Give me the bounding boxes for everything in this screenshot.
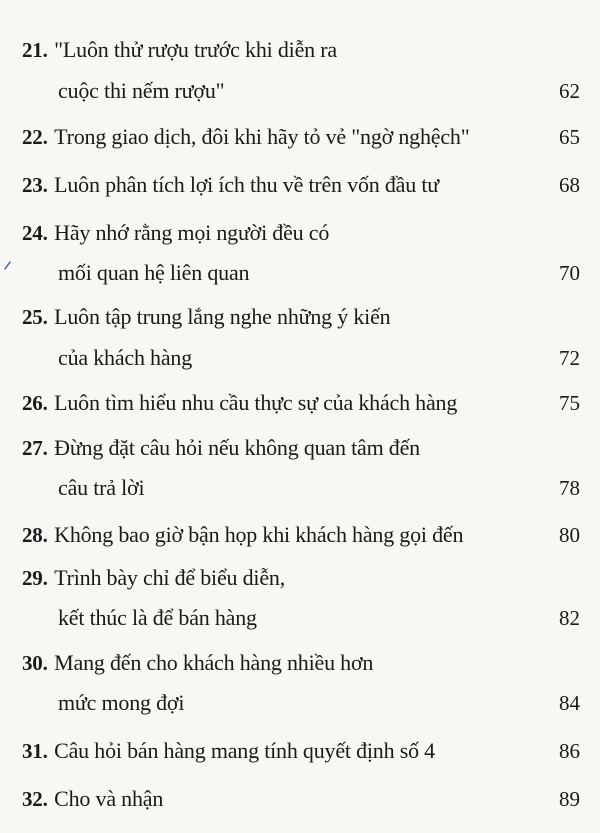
entry-page-number: 70 bbox=[559, 261, 580, 285]
entry-page-number: 75 bbox=[559, 391, 580, 415]
entry-number: 30. bbox=[22, 651, 48, 675]
entry-page-number: 65 bbox=[559, 125, 580, 149]
entry-title-line: Hãy nhớ rằng mọi người đều có bbox=[54, 220, 330, 245]
entry-number: 22. bbox=[22, 125, 48, 149]
entry-title-line: "Luôn thử rượu trước khi diễn ra bbox=[54, 37, 337, 62]
entry-title-line: Trình bày chỉ để biểu diễn, bbox=[54, 565, 286, 590]
entry-title-line: mức mong đợi bbox=[58, 690, 185, 715]
entry-page-number: 62 bbox=[559, 79, 580, 103]
entry-title-line: cuộc thi nếm rượu" bbox=[58, 78, 225, 103]
entry-number: 27. bbox=[22, 436, 48, 460]
entry-number: 32. bbox=[22, 787, 48, 811]
entry-number: 21. bbox=[22, 38, 48, 62]
entry-title-line: Đừng đặt câu hỏi nếu không quan tâm đến bbox=[54, 435, 420, 460]
entry-number: 29. bbox=[22, 566, 48, 590]
entry-number: 25. bbox=[22, 305, 48, 329]
pen-mark-icon bbox=[4, 260, 12, 270]
entry-title-line: Luôn tìm hiểu nhu cầu thực sự của khách hàng bbox=[54, 390, 458, 415]
entry-number: 23. bbox=[22, 173, 48, 197]
entry-title-line: Mang đến cho khách hàng nhiều hơn bbox=[54, 650, 374, 675]
entry-number: 31. bbox=[22, 739, 48, 763]
entry-page-number: 89 bbox=[559, 787, 580, 811]
entry-page-number: 68 bbox=[559, 173, 580, 197]
entry-number: 28. bbox=[22, 523, 48, 547]
entry-title-line: kết thúc là để bán hàng bbox=[58, 605, 257, 630]
entry-page-number: 82 bbox=[559, 606, 580, 630]
entry-page-number: 84 bbox=[559, 691, 580, 715]
entry-title-line: của khách hàng bbox=[58, 345, 193, 370]
entry-page-number: 80 bbox=[559, 523, 580, 547]
entry-title-line: Không bao giờ bận họp khi khách hàng gọi đến bbox=[54, 522, 464, 547]
entry-title-line: câu trả lời bbox=[58, 475, 145, 500]
entry-number: 26. bbox=[22, 391, 48, 415]
entry-title-line: Trong giao dịch, đôi khi hãy tỏ vẻ "ngờ nghệch" bbox=[54, 124, 470, 149]
entry-title-line: mối quan hệ liên quan bbox=[58, 260, 250, 285]
entry-page-number: 72 bbox=[559, 346, 580, 370]
entry-title-line: Câu hỏi bán hàng mang tính quyết định số 4 bbox=[54, 738, 435, 763]
entry-page-number: 78 bbox=[559, 476, 580, 500]
entry-page-number: 86 bbox=[559, 739, 580, 763]
entry-title-line: Luôn tập trung lắng nghe những ý kiến bbox=[54, 304, 391, 329]
entry-title-line: Cho và nhận bbox=[54, 786, 164, 811]
entry-title-line: Luôn phân tích lợi ích thu về trên vốn đầu tư bbox=[54, 172, 439, 197]
entry-number: 24. bbox=[22, 221, 48, 245]
